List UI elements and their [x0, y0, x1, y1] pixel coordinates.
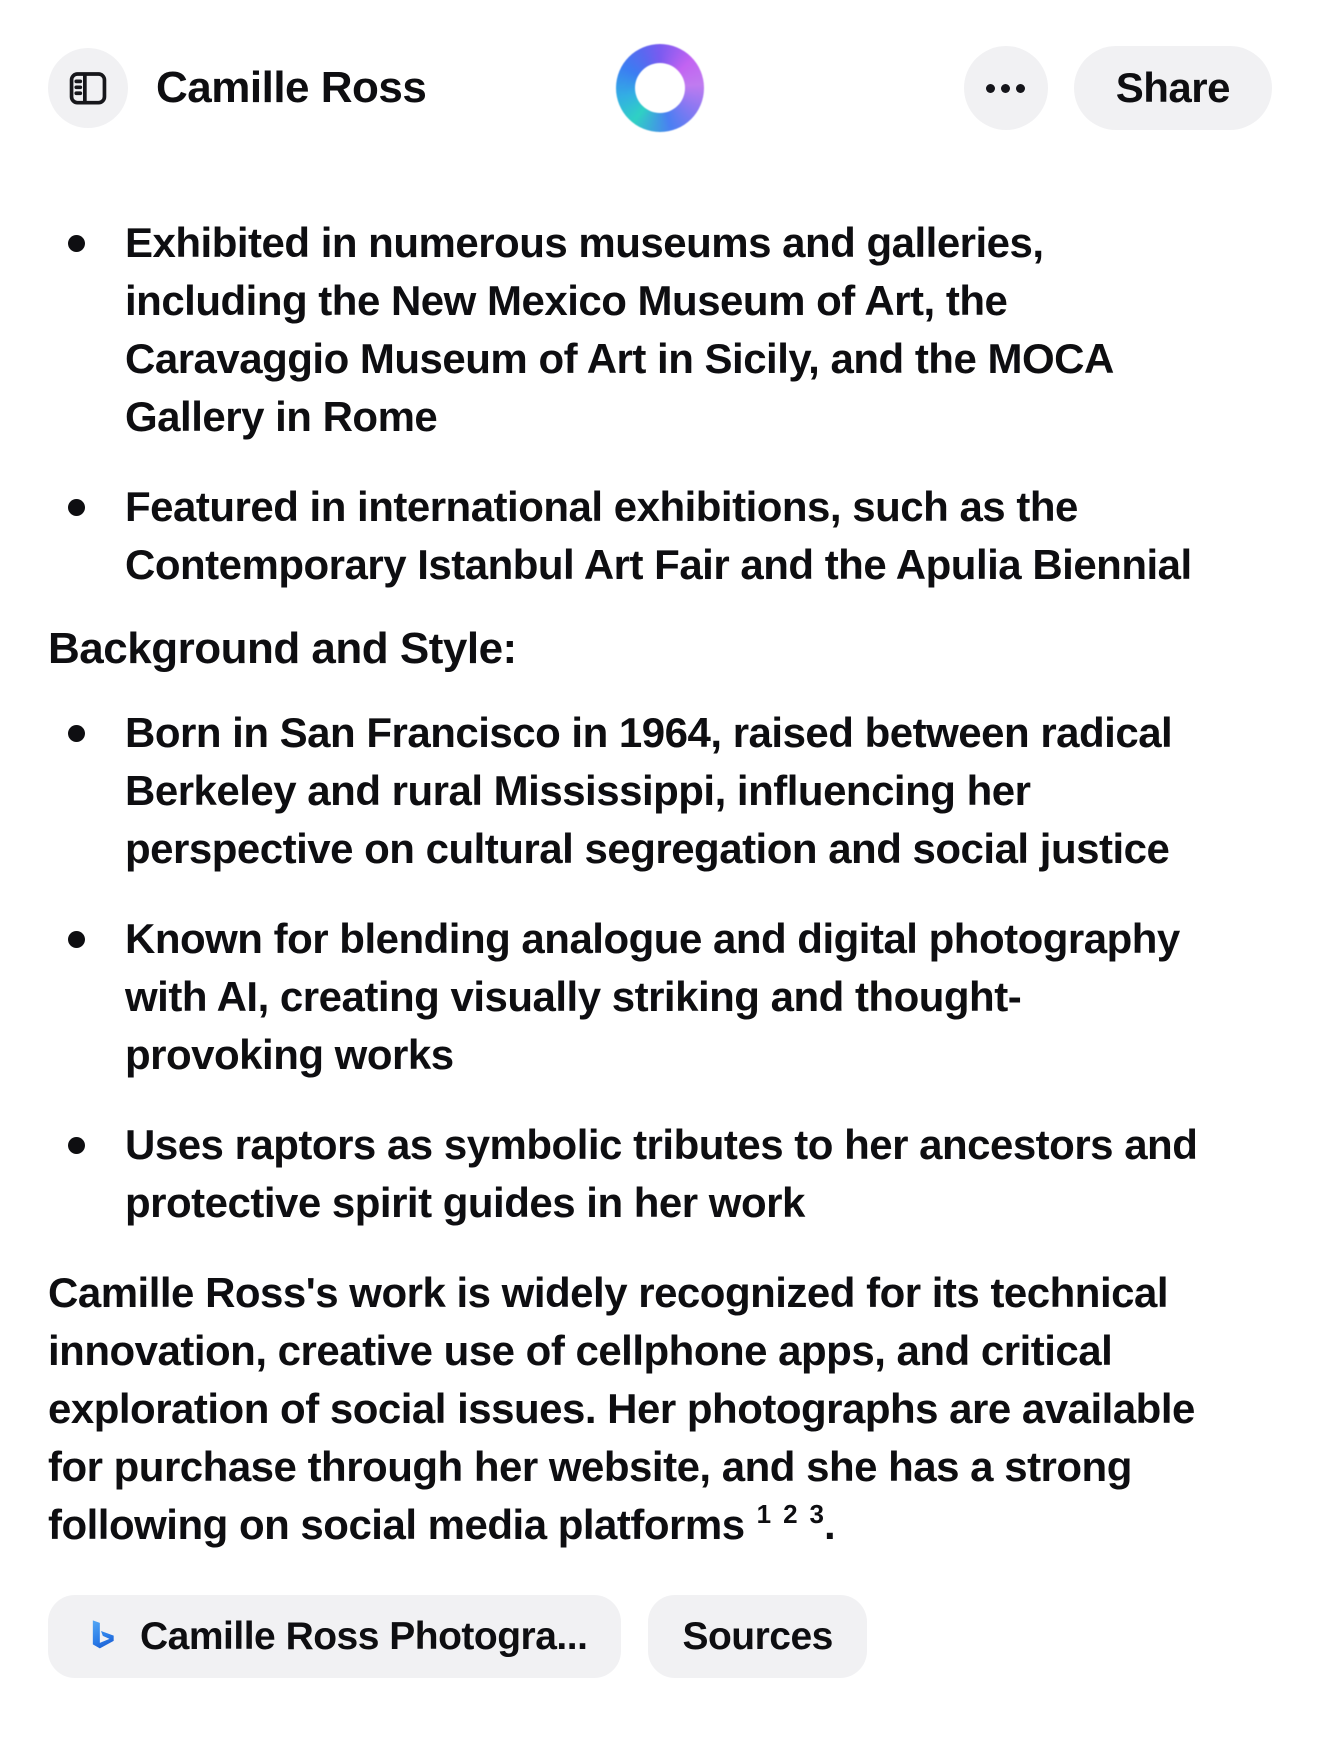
list-item [48, 214, 1218, 446]
exhibitions-bullet-list [48, 214, 1272, 594]
header-actions [964, 46, 1272, 130]
source-chips-row [48, 1595, 1272, 1678]
list-item [48, 1116, 1218, 1232]
source-link-chip[interactable] [48, 1595, 621, 1678]
closing-punctuation: . [824, 1501, 836, 1548]
more-options-button[interactable] [964, 46, 1048, 130]
list-item-text: Featured in international exhibitions, such as the Contemporary Istanbul Art Fair and the Apulia Biennial [125, 483, 1192, 588]
footnote-reference-1[interactable]: 1 [756, 1499, 772, 1529]
list-item-text: Known for blending analogue and digital photography with AI, creating visually striking and thought-provoking works [125, 915, 1180, 1078]
closing-paragraph-text: Camille Ross's work is widely recognized for its technical innovation, creative use of cellphone apps, and critical exploration of social issues. Her photographs are available for purchase through her website, and she has a strong following on social media platforms [48, 1269, 1195, 1548]
background-bullet-list [48, 704, 1272, 1232]
sidebar-toggle-button[interactable] [48, 48, 128, 128]
source-link-label: Camille Ross Photogra... [140, 1614, 588, 1658]
footnote-reference-3[interactable]: 3 [809, 1499, 824, 1529]
sources-button[interactable]: Sources [648, 1595, 866, 1678]
list-item [48, 704, 1218, 878]
footnote-reference-2[interactable]: 2 [783, 1499, 798, 1529]
list-item-text: Exhibited in numerous museums and galleries, including the New Mexico Museum of Art, the Caravaggio Museum of Art in Sicily, and the MOCA Gallery in Rome [125, 219, 1113, 440]
list-item-text: Uses raptors as symbolic tributes to her ancestors and protective spirit guides in her work [125, 1121, 1198, 1226]
header-bar [48, 44, 1272, 132]
answer-content [48, 214, 1272, 1678]
share-button[interactable]: Share [1074, 46, 1272, 130]
closing-paragraph [48, 1264, 1228, 1559]
copilot-page [0, 44, 1320, 1756]
list-item-text: Born in San Francisco in 1964, raised between radical Berkeley and rural Mississippi, influencing her perspective on cultural segregation and social justice [125, 709, 1173, 872]
list-item [48, 478, 1218, 594]
bing-logo-icon [82, 1617, 122, 1657]
section-heading: Background and Style: [48, 624, 517, 673]
page-title: Camille Ross [156, 63, 427, 112]
list-item [48, 910, 1218, 1084]
copilot-ring-spinner-icon [616, 44, 704, 132]
sidebar-panel-icon [65, 67, 111, 109]
ellipsis-icon [986, 84, 1025, 93]
